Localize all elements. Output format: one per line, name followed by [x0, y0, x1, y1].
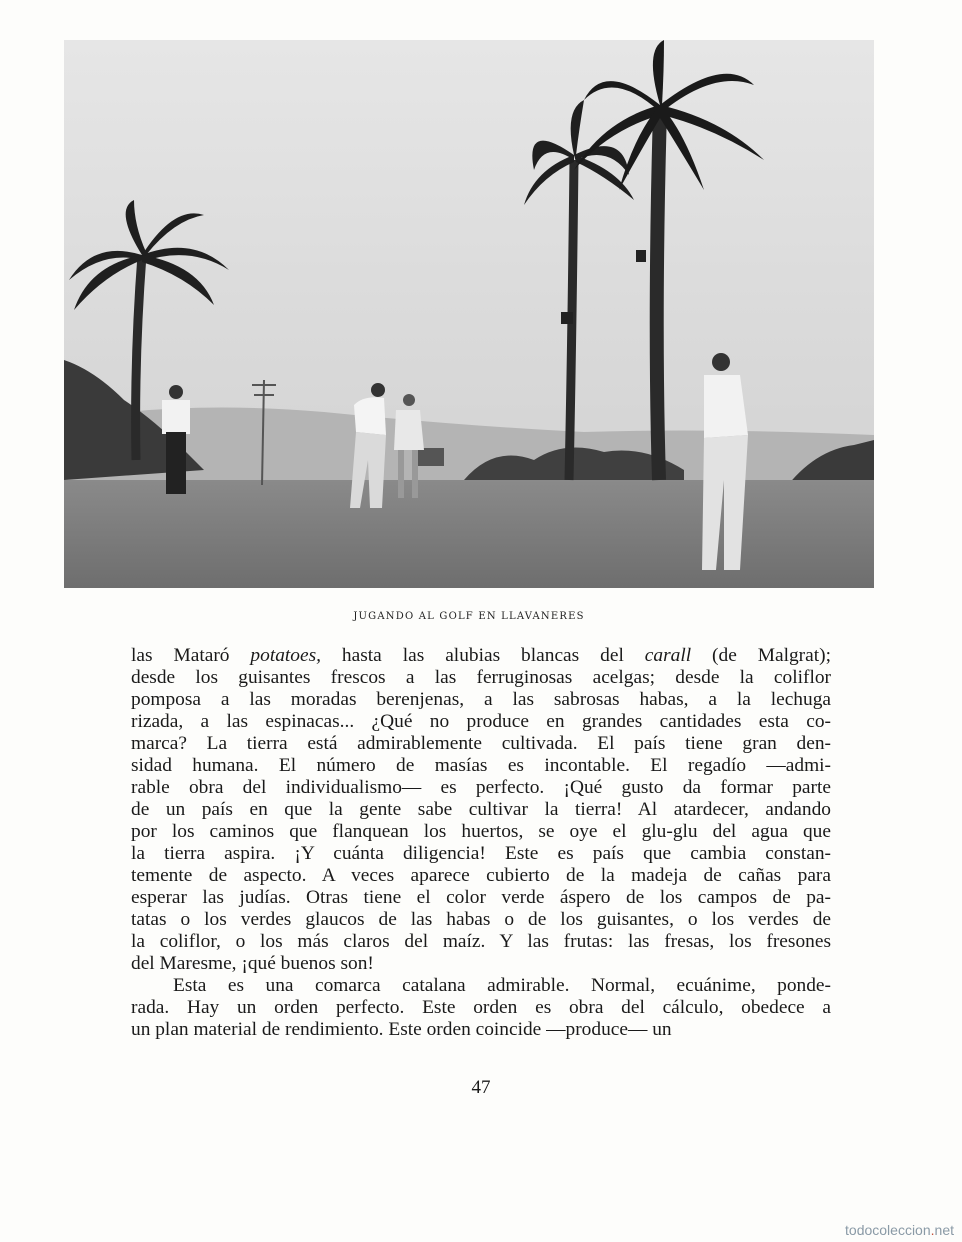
watermark-logo: todocoleccion.net: [845, 1222, 954, 1238]
text-line: rada. Hay un orden perfecto. Este orden es obra del cálculo, obedece a: [131, 997, 831, 1018]
text-line: temente de aspecto. A veces aparece cubierto de la madeja de cañas para: [131, 865, 831, 886]
text-line: sidad humana. El número de masías es incontable. El regadío —admi-: [131, 755, 831, 776]
text-line: rizada, a las espinacas... ¿Qué no produce en grandes cantidades esta co-: [131, 711, 831, 732]
text-line: desde los guisantes frescos a las ferruginosas acelgas; desde la coliflor: [131, 667, 831, 688]
golf-photograph: [64, 40, 874, 588]
text-line: por los caminos que flanquean los huertos, se oye el glu-glu del agua que: [131, 821, 831, 842]
photo-caption: JUGANDO AL GOLF EN LLAVANERES: [353, 611, 585, 622]
text-line: del Maresme, ¡qué buenos son!: [131, 953, 374, 974]
page-number: 47: [471, 1077, 491, 1098]
golf-photo-illustration: [64, 40, 874, 588]
body-text: [131, 645, 831, 1041]
text-line: Esta es una comarca catalana admirable. Normal, ecuánime, ponde-: [173, 975, 831, 996]
text-line: de un país en que la gente sabe cultivar la tierra! Al atardecer, andando: [131, 799, 831, 820]
text-line: esperar las judías. Otras tiene el color verde áspero de los campos de pa-: [131, 887, 831, 908]
text-line: la coliflor, o los más claros del maíz. Y las frutas: las fresas, los fresones: [131, 931, 831, 952]
text-line: pomposa a las moradas berenjenas, a las sabrosas habas, a la lechuga: [131, 689, 831, 710]
text-line: tatas o los verdes glaucos de las habas o de los guisantes, o los verdes de: [131, 909, 831, 930]
text-line: marca? La tierra está admirablemente cultivada. El país tiene gran den-: [131, 733, 831, 754]
text-line: la tierra aspira. ¡Y cuánta diligencia! Este es país que cambia constan-: [131, 843, 831, 864]
text-line: rable obra del individualismo— es perfecto. ¡Qué gusto da formar parte: [131, 777, 831, 798]
text-line: las Mataró potatoes, hasta las alubias blancas del carall (de Malgrat);: [131, 645, 831, 666]
text-line: un plan material de rendimiento. Este orden coincide —produce— un: [131, 1019, 672, 1040]
